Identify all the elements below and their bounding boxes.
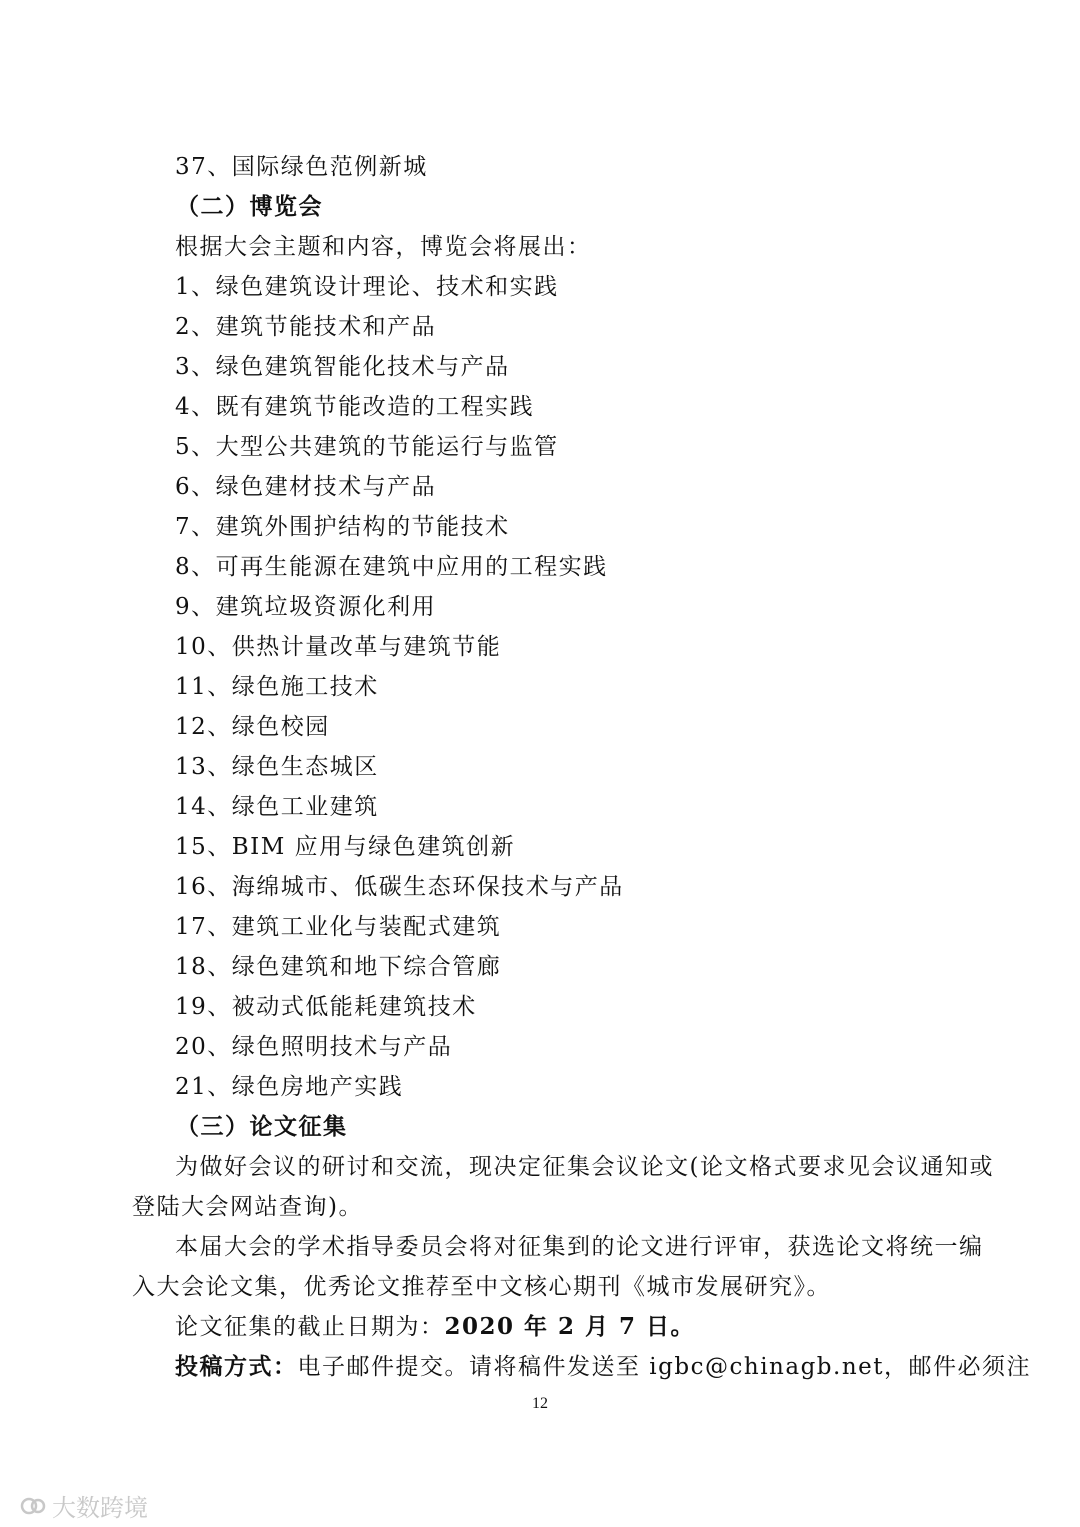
list-item: 21、绿色房地产实践: [175, 1074, 404, 1100]
intro-text: 根据大会主题和内容，博览会将展出：: [175, 234, 592, 260]
list-item: 11、绿色施工技术: [175, 674, 379, 700]
deadline-date: 2020 年 2 月 7 日。: [444, 1313, 696, 1340]
list-item: 20、绿色照明技术与产品: [175, 1034, 453, 1060]
section-heading-papers: （三）论文征集: [176, 1113, 348, 1140]
list-item: 13、绿色生态城区: [175, 754, 379, 780]
deadline-line: [175, 1312, 695, 1342]
list-item: 16、海绵城市、低碳生态环保技术与产品: [175, 874, 624, 900]
list-item: 8、可再生能源在建筑中应用的工程实践: [175, 554, 608, 580]
watermark-logo-icon: [20, 1493, 46, 1519]
list-item: 10、供热计量改革与建筑节能: [175, 634, 502, 660]
list-item: 2、建筑节能技术和产品: [175, 314, 437, 340]
list-item: 5、大型公共建筑的节能运行与监管: [175, 434, 559, 460]
submission-line: [175, 1352, 1031, 1382]
list-item: 14、绿色工业建筑: [175, 794, 379, 820]
list-item: 37、国际绿色范例新城: [175, 154, 428, 180]
deadline-prefix: 论文征集的截止日期为：: [175, 1314, 445, 1340]
submission-text: 电子邮件提交。请将稿件发送至 igbc@chinagb.net，邮件必须注: [297, 1354, 1031, 1380]
list-item: 1、绿色建筑设计理论、技术和实践: [175, 274, 559, 300]
paragraph-line: 登陆大会网站查询)。: [132, 1194, 363, 1220]
watermark-text: 大数跨境: [52, 1494, 148, 1522]
list-item: 4、既有建筑节能改造的工程实践: [175, 394, 535, 420]
watermark: [20, 1488, 148, 1523]
paragraph-line: 为做好会议的研讨和交流，现决定征集会议论文(论文格式要求见会议通知或: [175, 1154, 994, 1180]
list-item: 6、绿色建材技术与产品: [175, 474, 437, 500]
list-item: 17、建筑工业化与装配式建筑: [175, 914, 502, 940]
page-number: 12: [532, 1395, 548, 1412]
list-item: 7、建筑外围护结构的节能技术: [175, 514, 510, 540]
paragraph-line: 入大会论文集，优秀论文推荐至中文核心期刊《城市发展研究》。: [132, 1274, 831, 1300]
list-item: 9、建筑垃圾资源化利用: [175, 594, 437, 620]
list-item: 15、BIM 应用与绿色建筑创新: [175, 834, 516, 860]
list-item: 3、绿色建筑智能化技术与产品: [175, 354, 510, 380]
paragraph-line: 本届大会的学术指导委员会将对征集到的论文进行评审，获选论文将统一编: [175, 1234, 984, 1260]
list-item: 18、绿色建筑和地下综合管廊: [175, 954, 502, 980]
list-item: 19、被动式低能耗建筑技术: [175, 994, 477, 1020]
submission-label: 投稿方式：: [175, 1353, 298, 1380]
section-heading-expo: （二）博览会: [176, 193, 323, 220]
list-item: 12、绿色校园: [175, 714, 330, 740]
